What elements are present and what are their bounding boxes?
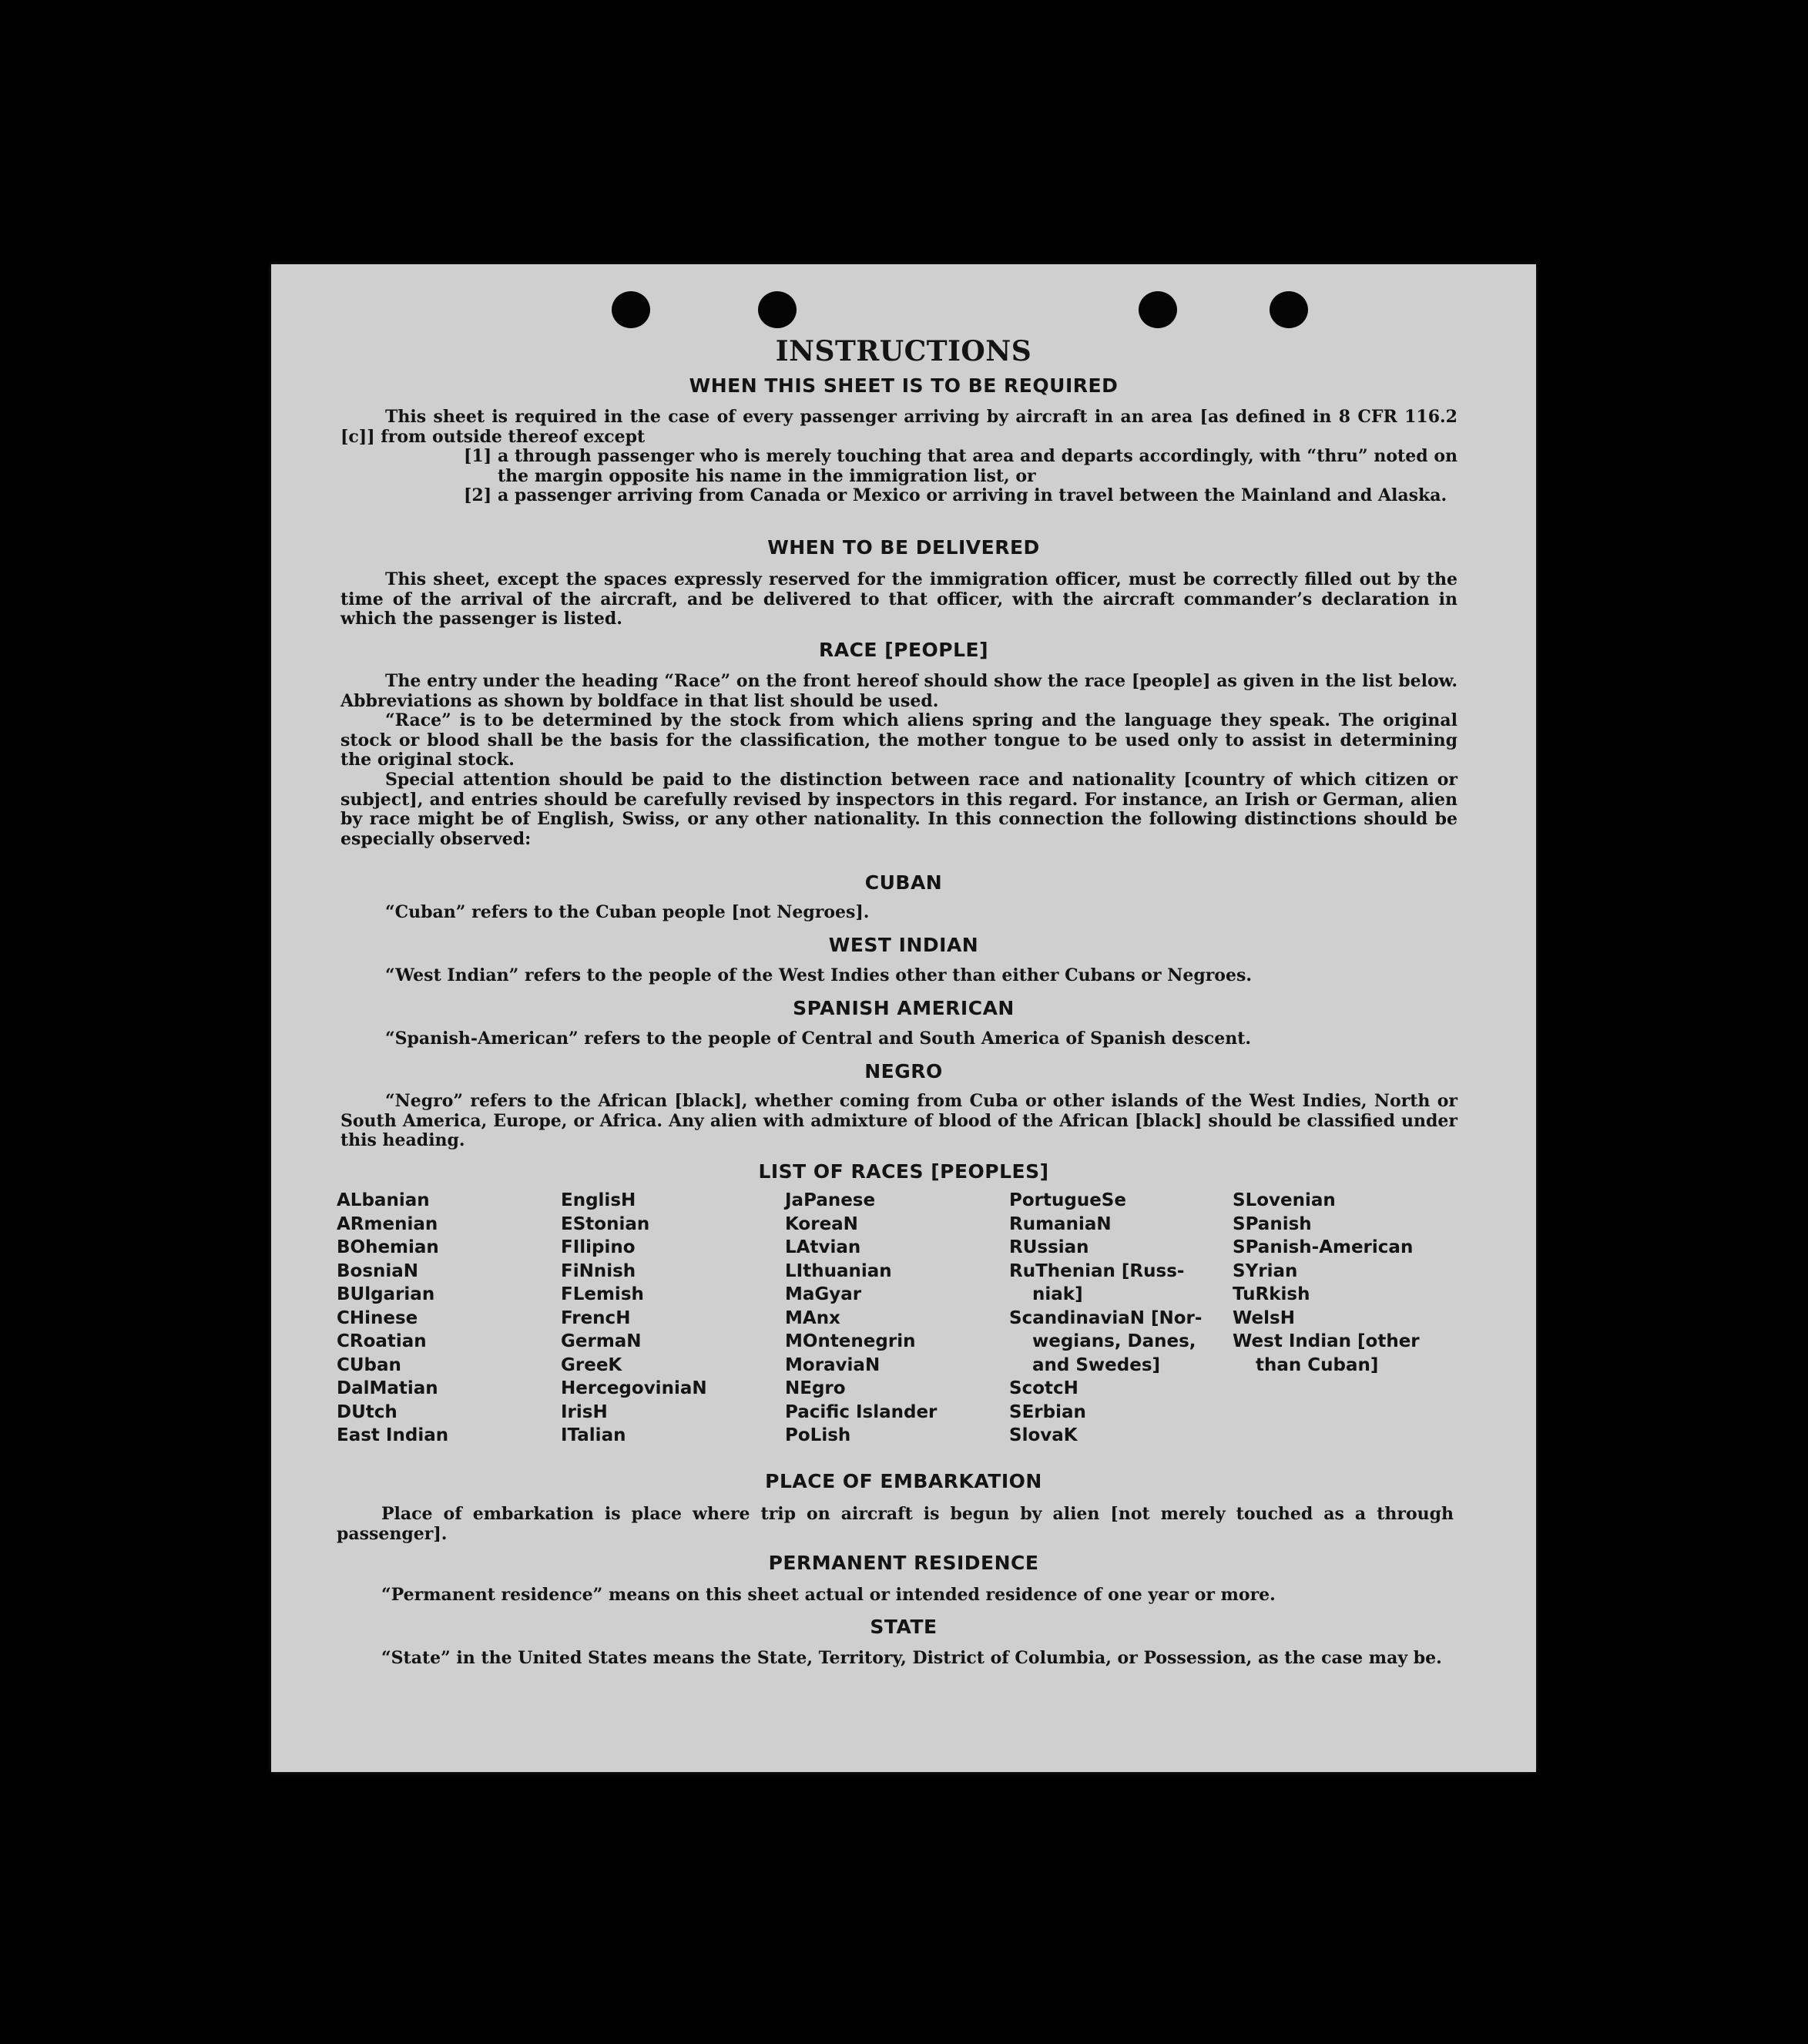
exception-item-number: [2]	[464, 485, 492, 505]
document-title: INSTRUCTIONS	[775, 335, 1032, 368]
race-list-item: MAnx	[785, 1307, 840, 1328]
race-list-column-1	[337, 1189, 448, 1448]
section-heading-race: RACE [PEOPLE]	[818, 639, 989, 661]
instruction-sheet	[271, 264, 1536, 1772]
race-list-item: BosniaN	[337, 1260, 419, 1281]
race-list-item: MoraviaN	[785, 1354, 881, 1375]
race-list-item: SErbian	[1009, 1401, 1086, 1422]
race-list-column-3	[785, 1189, 937, 1448]
race-list-item: ITalian	[561, 1425, 626, 1445]
race-list-item: RumaniaN	[1009, 1213, 1112, 1234]
punch-hole	[612, 291, 650, 328]
race-list-item: BUlgarian	[337, 1284, 435, 1304]
race-list-item: WelsH	[1233, 1307, 1295, 1328]
cuban-text: “Cuban” refers to the Cuban people [not Negroes].	[385, 902, 870, 922]
race-list-item: CRoatian	[337, 1331, 427, 1351]
race-list-item: EStonian	[561, 1213, 650, 1234]
exception-item-2	[464, 485, 1457, 506]
race-list-item: IrisH	[561, 1401, 608, 1422]
race-list-item: KoreaN	[785, 1213, 858, 1234]
race-list-item: West Indian [other	[1233, 1331, 1420, 1351]
race-list-item: wegians, Danes,	[1032, 1331, 1196, 1351]
race-list-item: East Indian	[337, 1425, 449, 1445]
race-list-item: and Swedes]	[1032, 1354, 1161, 1375]
race-list-item: HercegoviniaN	[561, 1378, 707, 1398]
spanish-american-text: “Spanish-American” refers to the people of Central and South America of Spanish descent.	[385, 1029, 1252, 1049]
race-list-item: CHinese	[337, 1307, 418, 1328]
race-list-item: SYrian	[1233, 1260, 1298, 1281]
race-list-item: Pacific Islander	[785, 1401, 938, 1422]
race-list-item: PoLish	[785, 1425, 851, 1445]
race-list-column-2	[561, 1189, 707, 1448]
race-list-item: LAtvian	[785, 1237, 861, 1257]
section-heading-embarkation: PLACE OF EMBARKATION	[765, 1470, 1042, 1492]
exception-item-text: a passenger arriving from Canada or Mexico or arriving in travel between the Mainland and Alaska.	[498, 485, 1447, 505]
race-list-item: PortugueSe	[1009, 1190, 1126, 1210]
race-paragraph-1: The entry under the heading “Race” on the front hereof should show the race [people] as given in the list below. Abbreviations as shown by boldface in that list should be used.	[340, 671, 1457, 711]
punch-hole	[758, 291, 797, 328]
negro-text: “Negro” refers to the African [black], whether coming from Cuba or other islands of the West Indies, North or South America, Europe, or Africa. Any alien with admixture of blood of the African [black] should be classified under this heading.	[340, 1091, 1457, 1150]
race-list-item: TuRkish	[1233, 1284, 1310, 1304]
section-heading-cuban: CUBAN	[864, 871, 943, 894]
race-list-column-5	[1233, 1189, 1420, 1377]
race-list-item: SPanish-American	[1233, 1237, 1414, 1257]
race-list-item: NEgro	[785, 1378, 846, 1398]
race-list-item: niak]	[1032, 1284, 1083, 1304]
race-list-item: ScotcH	[1009, 1378, 1078, 1398]
race-list-column-4	[1009, 1189, 1202, 1448]
race-list-item: CUban	[337, 1354, 401, 1375]
race-list-item: EnglisH	[561, 1190, 636, 1210]
race-list-item: SlovaK	[1009, 1425, 1078, 1445]
section-heading-west-indian: WEST INDIAN	[828, 934, 979, 956]
race-list-item: GermaN	[561, 1331, 642, 1351]
race-list-item: SLovenian	[1233, 1190, 1336, 1210]
west-indian-text: “West Indian” refers to the people of the West Indies other than either Cubans or Negroes.	[385, 965, 1253, 985]
embarkation-text: Place of embarkation is place where trip on aircraft is begun by alien [not merely touched as a through passenger].	[337, 1504, 1454, 1544]
race-list-item: ScandinaviaN [Nor-	[1009, 1307, 1203, 1328]
race-list-item: GreeK	[561, 1354, 622, 1375]
race-list-item: FLemish	[561, 1284, 644, 1304]
exception-item-text: a through passenger who is merely touching that area and departs accordingly, with “thru” noted on the margin opposite his name in the immigration list, or	[498, 446, 1457, 486]
exception-item-number: [1]	[464, 446, 492, 466]
race-list-item: SPanish	[1233, 1213, 1312, 1234]
race-list-item: FIlipino	[561, 1237, 636, 1257]
race-list-item: DUtch	[337, 1401, 397, 1422]
section-heading-when-delivered: WHEN TO BE DELIVERED	[767, 536, 1040, 559]
race-list-item: LIthuanian	[785, 1260, 892, 1281]
section-heading-state: STATE	[870, 1616, 938, 1638]
race-list-item: MaGyar	[785, 1284, 862, 1304]
state-text: “State” in the United States means the State, Territory, District of Columbia, or Possession, as the case may be.	[381, 1648, 1442, 1668]
race-list-item: than Cuban]	[1256, 1354, 1379, 1375]
section-heading-spanish-american: SPANISH AMERICAN	[793, 997, 1015, 1019]
race-paragraph-3: Special attention should be paid to the distinction between race and nationality [country of which citizen or subject], and entries should be carefully revised by inspectors in this regard. For instance, an Irish or German, alien by race might be of English, Swiss, or any other nationality. In this connection the following distinctions should be especially observed:	[340, 770, 1457, 849]
residence-text: “Permanent residence” means on this sheet actual or intended residence of one year or more.	[381, 1585, 1276, 1605]
section-heading-residence: PERMANENT RESIDENCE	[768, 1552, 1039, 1574]
race-list-item: BOhemian	[337, 1237, 439, 1257]
exception-item-1	[464, 446, 1457, 486]
punch-hole	[1139, 291, 1177, 328]
race-paragraph-2: “Race” is to be determined by the stock from which aliens spring and the language they speak. The original stock or blood shall be the basis for the classification, the mother tongue to be used only to assist in determining the original stock.	[340, 710, 1457, 770]
punch-hole	[1270, 291, 1308, 328]
race-list-item: RUssian	[1009, 1237, 1089, 1257]
race-list-item: FrencH	[561, 1307, 631, 1328]
section-heading-when-required: WHEN THIS SHEET IS TO BE REQUIRED	[689, 374, 1119, 397]
race-list-item: DalMatian	[337, 1378, 438, 1398]
race-list-item: ALbanian	[337, 1190, 430, 1210]
section-heading-list-of-races: LIST OF RACES [PEOPLES]	[758, 1160, 1049, 1183]
race-list-item: ARmenian	[337, 1213, 438, 1234]
race-list-item: FiNnish	[561, 1260, 636, 1281]
race-list-item: JaPanese	[785, 1190, 876, 1210]
race-list-item: RuThenian [Russ-	[1009, 1260, 1185, 1281]
when-required-intro: This sheet is required in the case of every passenger arriving by aircraft in an area [as defined in 8 CFR 116.2 [c]] from outside thereof except	[340, 407, 1457, 447]
race-list-item: MOntenegrin	[785, 1331, 916, 1351]
when-delivered-text: This sheet, except the spaces expressly reserved for the immigration officer, must be correctly filled out by the time of the arrival of the aircraft, and be delivered to that officer, with the aircraft commander’s declaration in which the passenger is listed.	[340, 569, 1457, 629]
section-heading-negro: NEGRO	[864, 1060, 943, 1082]
